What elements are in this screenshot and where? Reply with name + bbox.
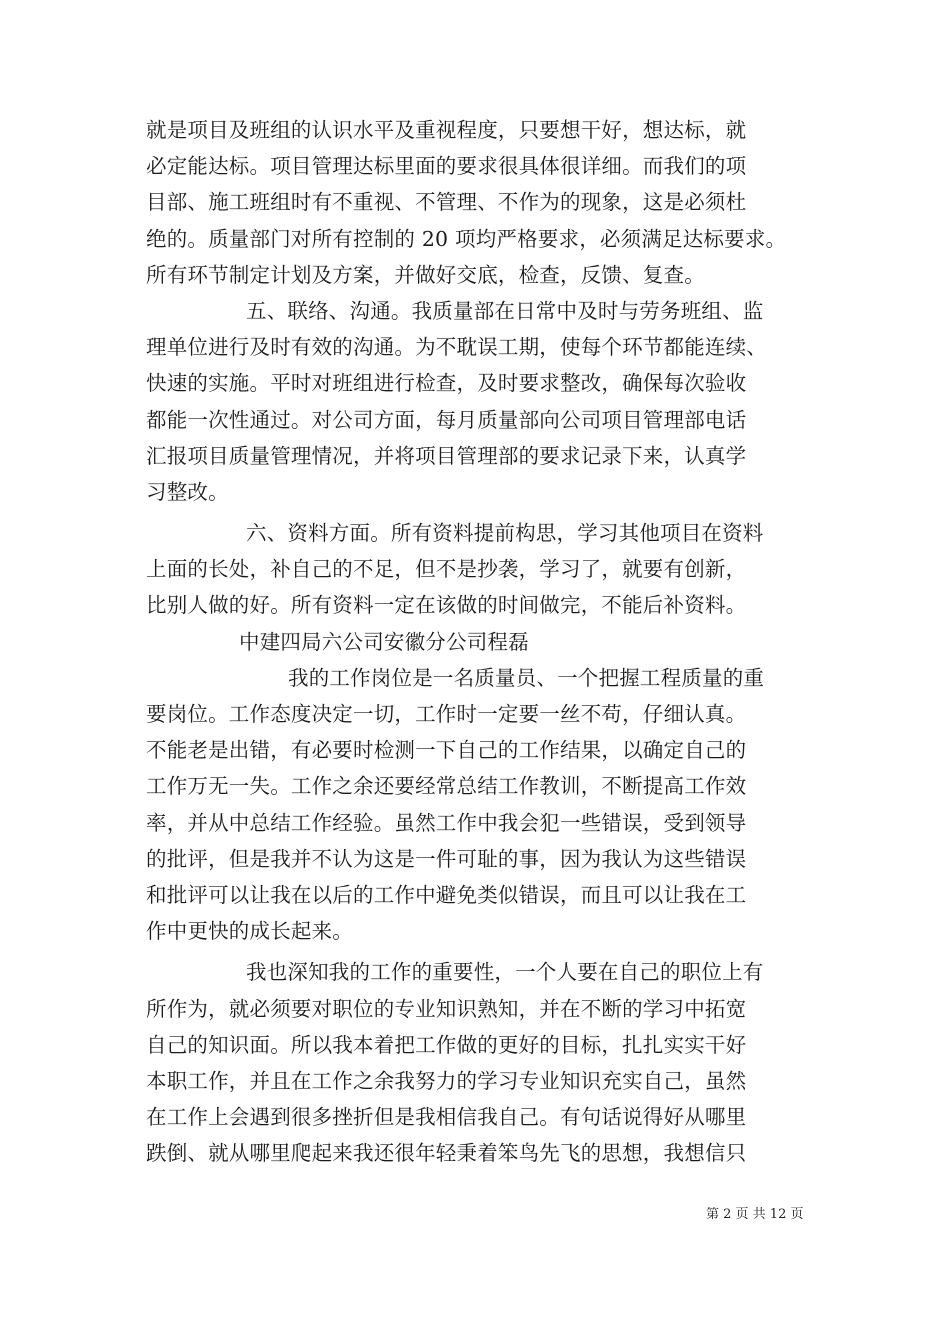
text-line: 上面的长处，补自己的不足，但不是抄袭，学习了，就要有创新， [146,557,747,582]
text-line: 所作为，就必须要对职位的专业知识熟知，并在不断的学习中拓宽 [146,996,747,1021]
text-line: 快速的实施。平时对班组进行检查，及时要求整改，确保每次验收 [146,371,747,396]
text-line: 所有环节制定计划及方案，并做好交底，检查，反馈、复查。 [146,262,705,287]
text-line: 我的工作岗位是一名质量员、一个把握工程质量的重 [288,665,765,690]
text-line: 率，并从中总结工作经验。虽然工作中我会犯一些错误，受到领导 [146,810,747,835]
text-line: 都能一次性通过。对公司方面，每月质量部向公司项目管理部电话 [146,407,747,432]
text-line: 不能老是出错，有必要时检测一下自己的工作结果，以确定自己的 [146,738,747,763]
author-line: 中建四局六公司安徽分公司程磊 [239,629,529,654]
text-line: 就是项目及班组的认识水平及重视程度，只要想干好，想达标，就 [146,118,747,142]
text-line: 的批评，但是我并不认为这是一件可耻的事，因为我认为这些错误 [146,846,747,871]
section-heading-five: 五、联络、沟通。我质量部在日常中及时与劳务班组、监 [246,298,764,323]
text-line: 绝的。质量部门对所有控制的 20 项均严格要求，必须满足达标要求。 [146,226,787,251]
text-line: 跌倒、就从哪里爬起来我还很年轻秉着笨鸟先飞的思想，我想信只 [146,1141,747,1166]
text-line: 要岗位。工作态度决定一切，工作时一定要一丝不苟，仔细认真。 [146,702,747,726]
text-line: 汇报项目质量管理情况，并将项目管理部的要求记录下来，认真学 [146,443,747,468]
text-line: 在工作上会遇到很多挫折但是我相信我自己。有句话说得好从哪里 [146,1105,747,1130]
text-line: 工作万无一失。工作之余还要经常总结工作教训，不断提高工作效 [146,774,747,799]
text-line: 自己的知识面。所以我本着把工作做的更好的目标，扎扎实实干好 [146,1032,747,1057]
page-number: 第 2 页 共 12 页 [706,1207,804,1222]
section-heading-six: 六、资料方面。所有资料提前构思，学习其他项目在资料 [246,521,764,546]
text-line: 我也深知我的工作的重要性，一个人要在自己的职位上有 [246,960,764,985]
text-line: 理单位进行及时有效的沟通。为不耽误工期，使每个环节都能连续、 [146,335,767,360]
text-line: 和批评可以让我在以后的工作中避免类似错误，而且可以让我在工 [146,882,747,907]
text-line: 作中更快的成长起来。 [146,919,353,944]
text-line: 习整改。 [146,479,229,504]
text-line: 比别人做的好。所有资料一定在该做的时间做完，不能后补资料。 [146,593,747,618]
document-body [146,112,826,1171]
text-line: 本职工作，并且在工作之余我努力的学习专业知识充实自己，虽然 [146,1068,747,1093]
text-line: 目部、施工班组时有不重视、不管理、不作为的现象，这是必须杜 [146,190,747,215]
text-line: 必定能达标。项目管理达标里面的要求很具体很详细。而我们的项 [146,154,747,179]
